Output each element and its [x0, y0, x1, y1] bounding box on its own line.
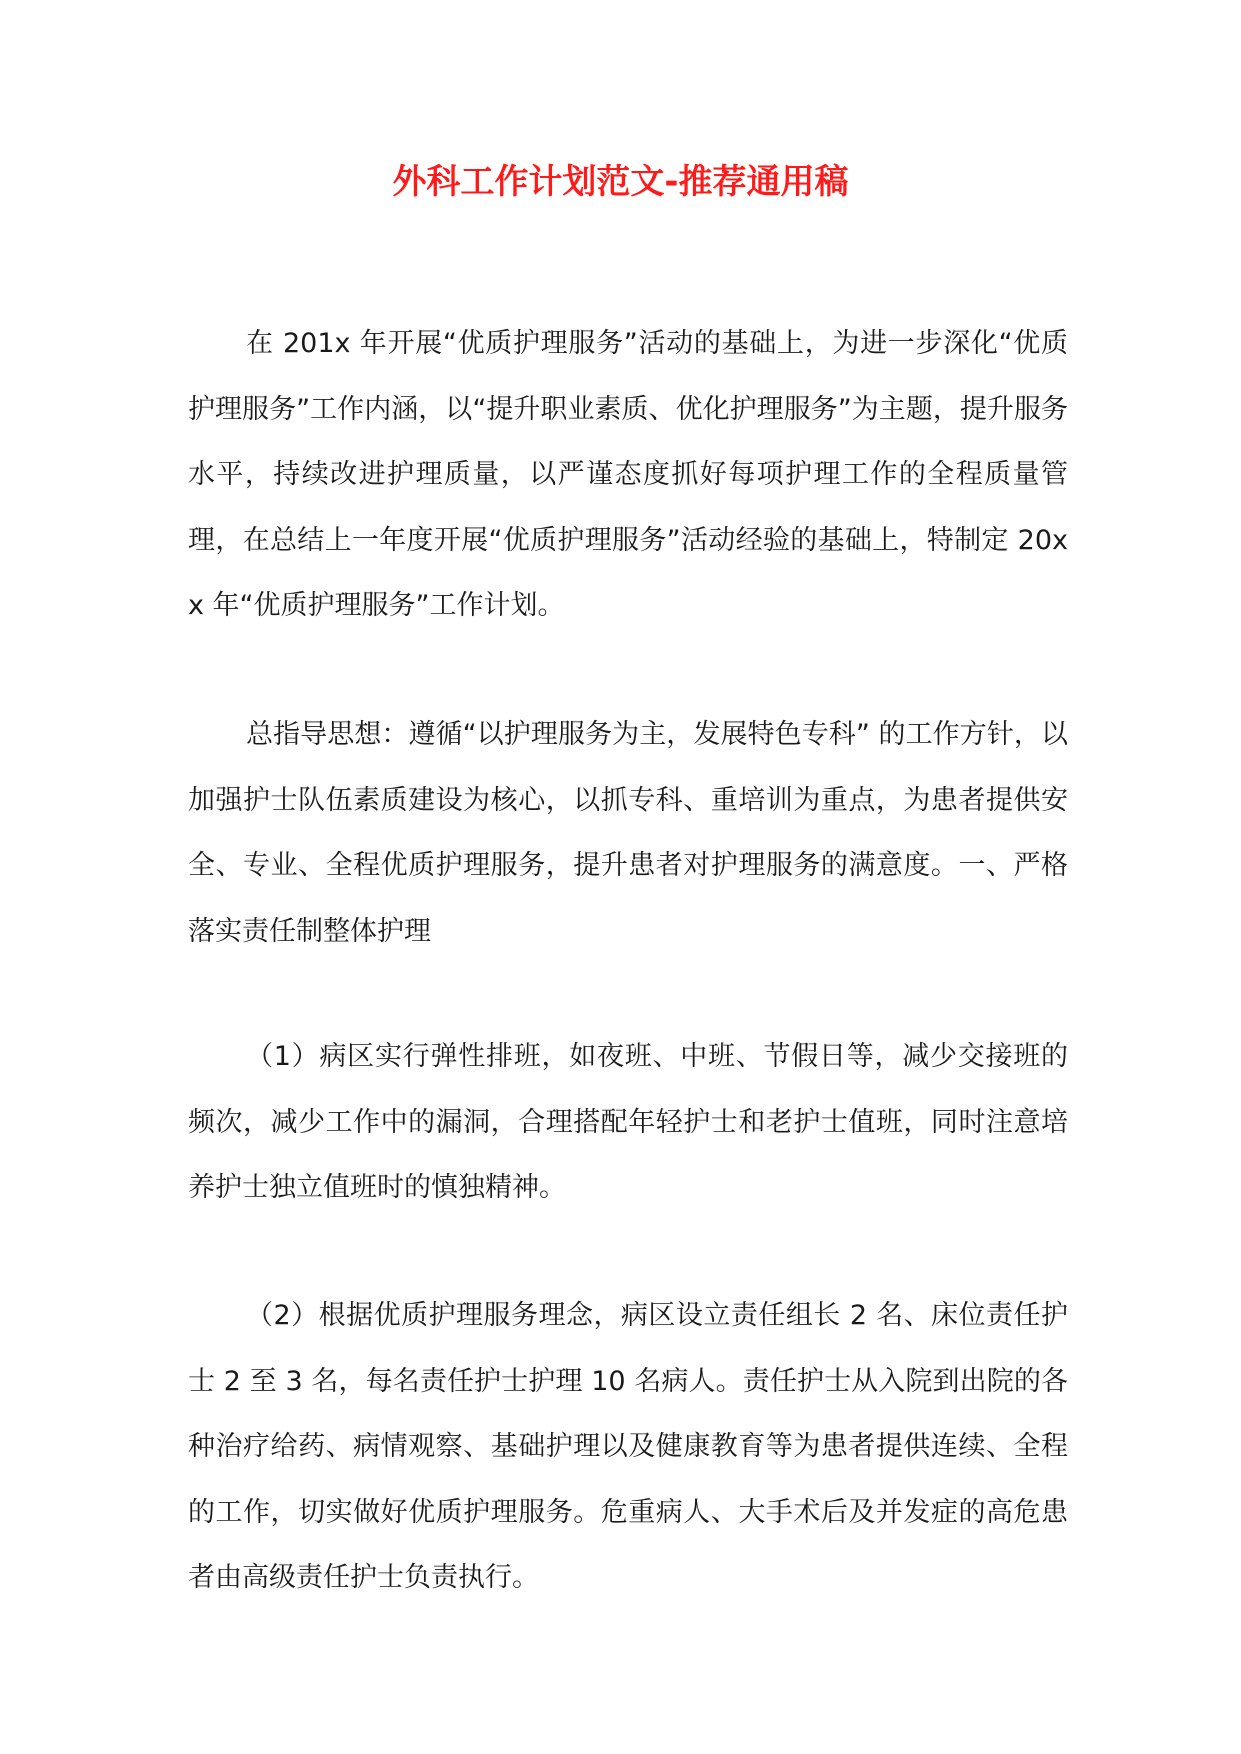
paragraph-intro: 在 201x 年开展“优质护理服务”活动的基础上，为进一步深化“优质护理服务”工作内涵，以“提升职业素质、优化护理服务”为主题，提升服务水平，持续改进护理质量，以严谨态度抓好每项护理工作的全程质量管理，在总结上一年度开展“优质护理服务”活动经验的基础上，特制定 20xx 年“优质护理服务”工作计划。 [188, 328, 1068, 621]
document-title: 外科工作计划范文-推荐通用稿 [392, 162, 849, 202]
paragraph-guiding-idea: 总指导思想：遵循“以护理服务为主，发展特色专科” 的工作方针，以加强护士队伍素质建设为核心，以抓专科、重培训为重点，为患者提供安全、专业、全程优质护理服务，提升患者对护理服务的满意度。一、严格落实责任制整体护理 [188, 719, 1068, 947]
paragraph-item-2: （2）根据优质护理服务理念，病区设立责任组长 2 名、床位责任护士 2 至 3 名，每名责任护士护理 10 名病人。责任护士从入院到出院的各种治疗给药、病情观察、基础护理以及健康教育等为患者提供连续、全程的工作，切实做好优质护理服务。危重病人、大手术后及并发症的高危患者由高级责任护士负责执行。 [188, 1300, 1068, 1593]
paragraph-item-1: （1）病区实行弹性排班，如夜班、中班、节假日等，减少交接班的频次，减少工作中的漏洞，合理搭配年轻护士和老护士值班，同时注意培养护士独立值班时的慎独精神。 [188, 1041, 1068, 1203]
